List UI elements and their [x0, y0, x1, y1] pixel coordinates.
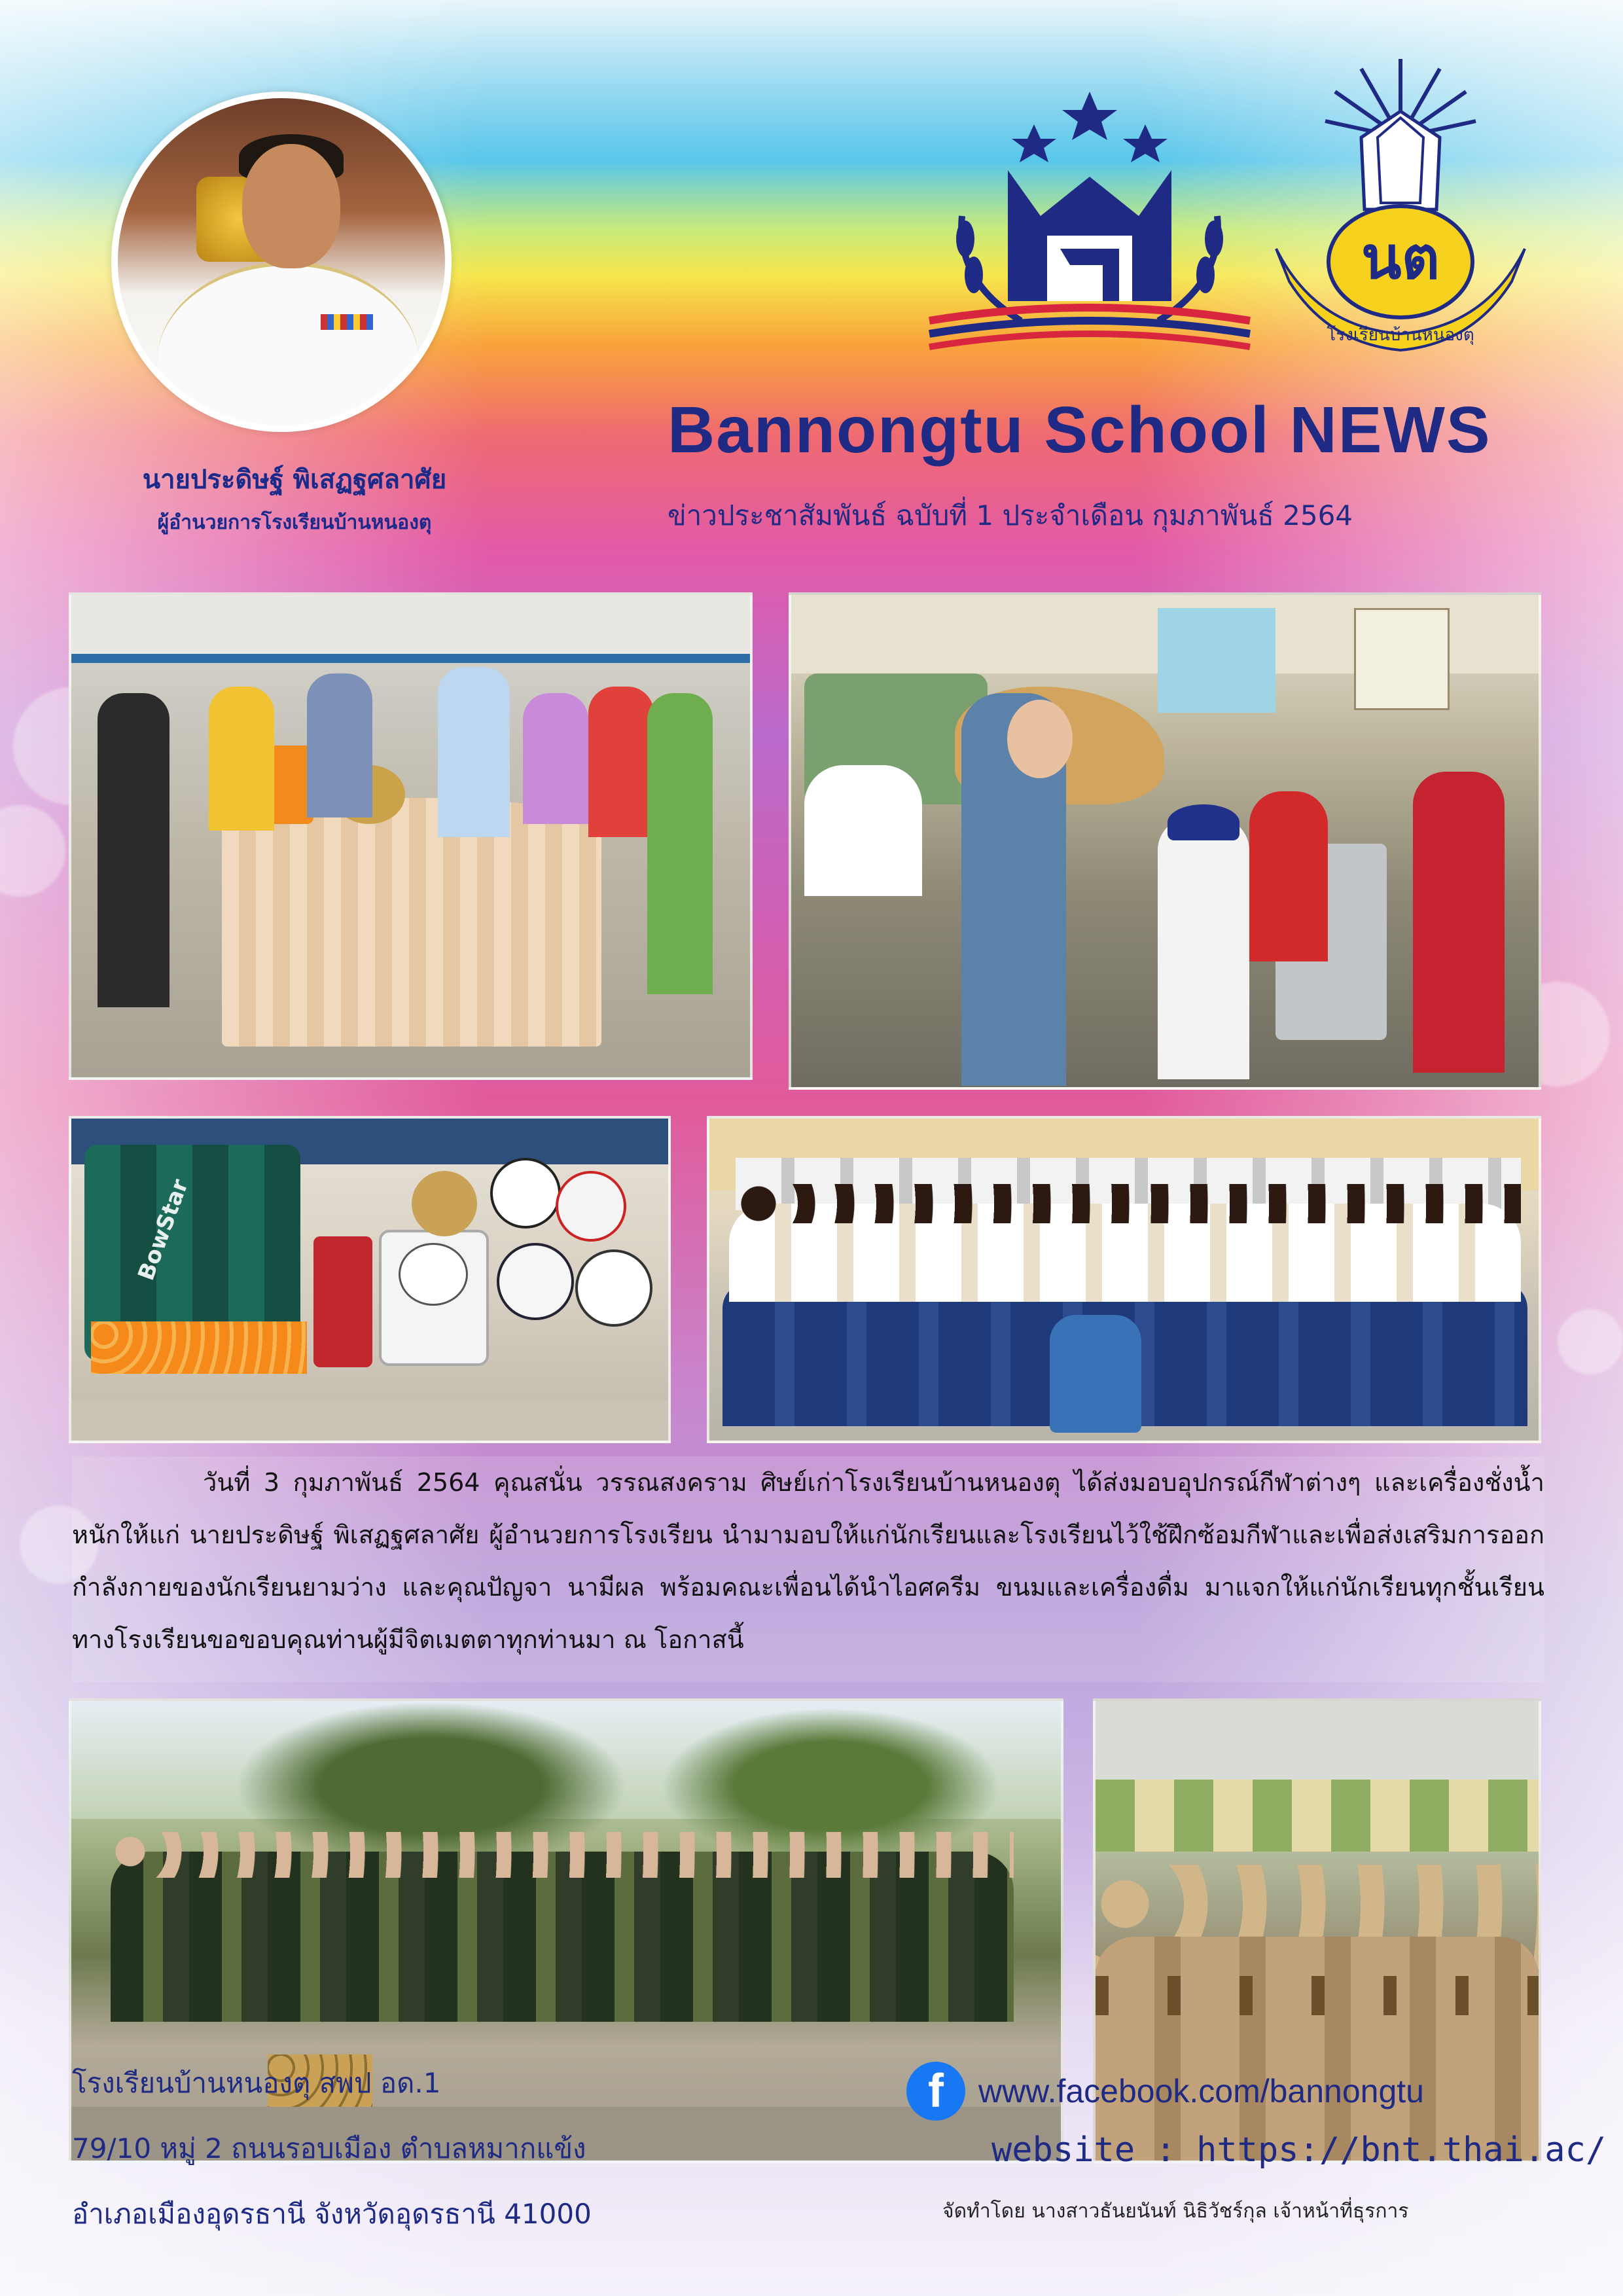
svg-text:นต: นต: [1361, 224, 1440, 293]
photo-sports-equipment: [69, 1116, 671, 1443]
school-crown-logo: [916, 85, 1263, 360]
facebook-link[interactable]: [906, 2062, 1424, 2121]
school-address-street: 79/10 หมู่ 2 ถนนรอบเมือง ตำบลหมากแข้ง: [72, 2132, 586, 2164]
bokeh-decoration: [1558, 1309, 1623, 1374]
credit-line: จัดทำโดย นางสาวธันยนันท์ นิธิวัชร์กุล เจ้าหน้าที่ธุรการ: [942, 2200, 1409, 2223]
article-body: วันที่ 3 กุมภาพันธ์ 2564 คุณสนั่น วรรณสงคราม ศิษย์เก่าโรงเรียนบ้านหนองตุ ได้ส่งมอบอุปกรณ์กีฬาต่างๆ และเครื่องชั่งน้ำหนักให้แก่ นายประดิษฐ์ พิเสฏฐศลาศัย ผู้อำนวยการโรงเรียน นำมามอบให้แก่นักเรียนและโรงเรียนไว้ใช้ฝึกซ้อมกีฬาและเพื่อส่งเสริมการออกกำลังกายของนักเรียนยามว่าง และคุณปัญจา นามีผล พร้อมคณะเพื่อนได้นำไอศครีม ขนมและเครื่องดื่ม มาแจกให้แก่นักเรียนทุกชั้นเรียน ทางโรงเรียนขอขอบคุณท่านผู้มีจิตเมตตาทุกท่านมา ณ โอกาสนี้: [72, 1468, 1544, 1654]
news-article: [72, 1456, 1544, 1682]
photo-ice-cream-distribution: [789, 592, 1541, 1090]
bowstar-label: BowStar: [133, 1175, 194, 1284]
school-address-province: อำเภอเมืองอุดรธานี จังหวัดอุดรธานี 41000: [72, 2198, 592, 2230]
facebook-url[interactable]: www.facebook.com/bannongtu: [978, 2073, 1424, 2109]
website-link[interactable]: website : https://bnt.thai.ac/: [991, 2130, 1607, 2170]
facebook-icon: f: [906, 2062, 965, 2121]
emblem-ribbon-text: โรงเรียนบ้านหนองตุ: [1327, 325, 1474, 345]
school-address-name: โรงเรียนบ้านหนองตุ สพป อด.1: [72, 2067, 441, 2099]
director-name: นายประดิษฐ์ พิเสฏฐศลาศัย: [142, 465, 447, 495]
school-emblem-logo: [1263, 52, 1538, 360]
director-role: ผู้อำนวยการโรงเรียนบ้านหนองตุ: [157, 511, 432, 534]
photo-donation-ceremony: [69, 592, 753, 1080]
photo-students-ice-cream: [707, 1116, 1541, 1443]
newsletter-subtitle: ข่าวประชาสัมพันธ์ ฉบับที่ 1 ประจำเดือน กุมภาพันธ์ 2564: [668, 499, 1353, 531]
newsletter-title: Bannongtu School NEWS: [668, 393, 1491, 467]
director-portrait: [111, 92, 452, 432]
bokeh-decoration: [0, 805, 65, 897]
